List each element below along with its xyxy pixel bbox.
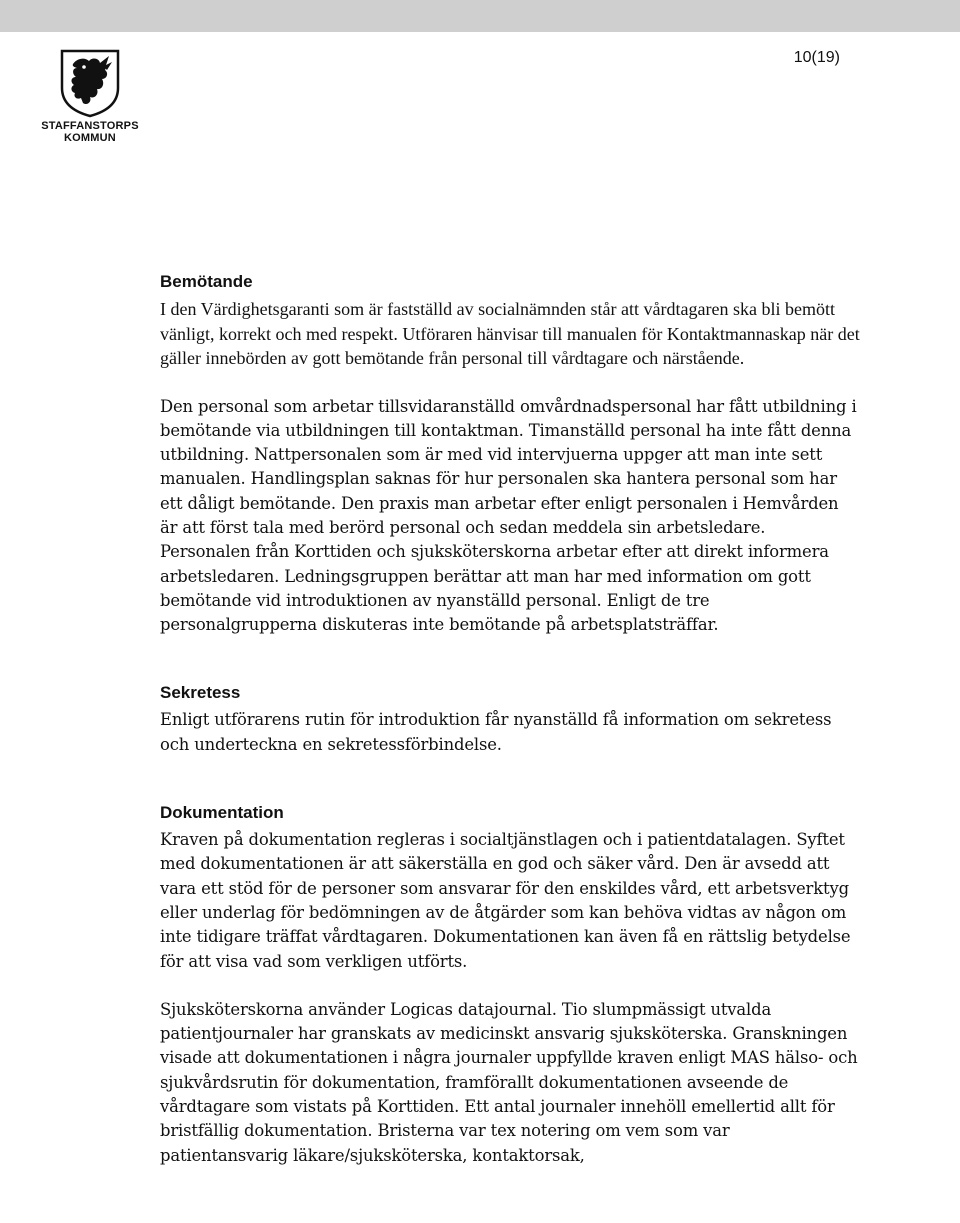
logo-text-line2: KOMMUN xyxy=(64,132,116,144)
page-number: 10(19) xyxy=(793,49,840,66)
viewer-top-bar xyxy=(0,0,960,32)
paragraph-bemotande-1: I den Värdighetsgaranti som är fastställd av socialnämnden står att vårdtagaren ska bli bemött vänligt, korrekt och med respekt. Utföraren hänvisar till manualen för Kontaktmannaskap när det gäller innebörden av gott bemötande från personal till vårdtagare och närstående. xyxy=(160,299,860,368)
logo-text xyxy=(40,120,140,144)
paragraph-dokumentation-2: Sjuksköterskorna använder Logicas datajournal. Tio slumpmässigt utvalda patientjournaler har granskats av medicinskt ansvarig sjuksköterska. Granskningen visade att dokumentationen i några journaler uppfyllde kraven enligt MAS hälso- och sjukvårdsrutin för dokumentation, framförallt dokumentationen avseende de vårdtagare som vistats på Korttiden. Ett antal journaler innehöll emellertid allt för bristfällig dokumentation. Bristerna var tex notering om vem som var patientansvarig läkare/sjuksköterska, kontaktorsak, xyxy=(160,999,858,1165)
heading-dokumentation: Dokumentation xyxy=(160,803,284,823)
paragraph-dokumentation-1: Kraven på dokumentation regleras i socialtjänstlagen och i patientdatalagen. Syftet med dokumentationen är att säkerställa en god och säker vård. Den är avsedd att vara ett stöd för de personer som ansvarar för den enskildes vård, ett arbetsverktyg eller underlag för bedömningen av de åtgärder som kan behöva vidtas av någon om inte tidigare träffat vårdtagaren. Dokumentationen kan även få en rättslig betydelse för att visa vad som verkligen utförts. xyxy=(160,830,851,971)
document-body xyxy=(160,270,860,1168)
municipality-logo xyxy=(40,48,140,152)
lion-crest-icon xyxy=(59,48,121,118)
paragraph-sekretess-1: Enligt utförarens rutin för introduktion får nyanställd få information om sekretess och underteckna en sekretessförbindelse. xyxy=(160,710,832,754)
heading-sekretess: Sekretess xyxy=(160,683,241,703)
logo-text-line1: STAFFANSTORPS xyxy=(41,120,139,132)
heading-bemotande: Bemötande xyxy=(160,272,253,291)
paragraph-bemotande-2: Den personal som arbetar tillsvidaranställd omvårdnadspersonal har fått utbildning i bemötande via utbildningen till kontaktman. Timanställd personal ha inte fått denna utbildning. Nattpersonalen som är med vid intervjuerna uppger att man inte sett manualen. Handlingsplan saknas för hur personalen ska hantera personal som har ett dåligt bemötande. Den praxis man arbetar efter enligt personalen i Hemvården är att först tala med berörd personal och sedan meddela sin arbetsledare. Personalen från Korttiden och sjuksköterskorna arbetar efter att direkt informera arbetsledaren. Ledningsgruppen berättar att man har med information om gott bemötande vid introduktionen av nyanställd personal. Enligt de tre personalgrupperna diskuteras inte bemötande på arbetsplatsträffar. xyxy=(160,396,857,635)
